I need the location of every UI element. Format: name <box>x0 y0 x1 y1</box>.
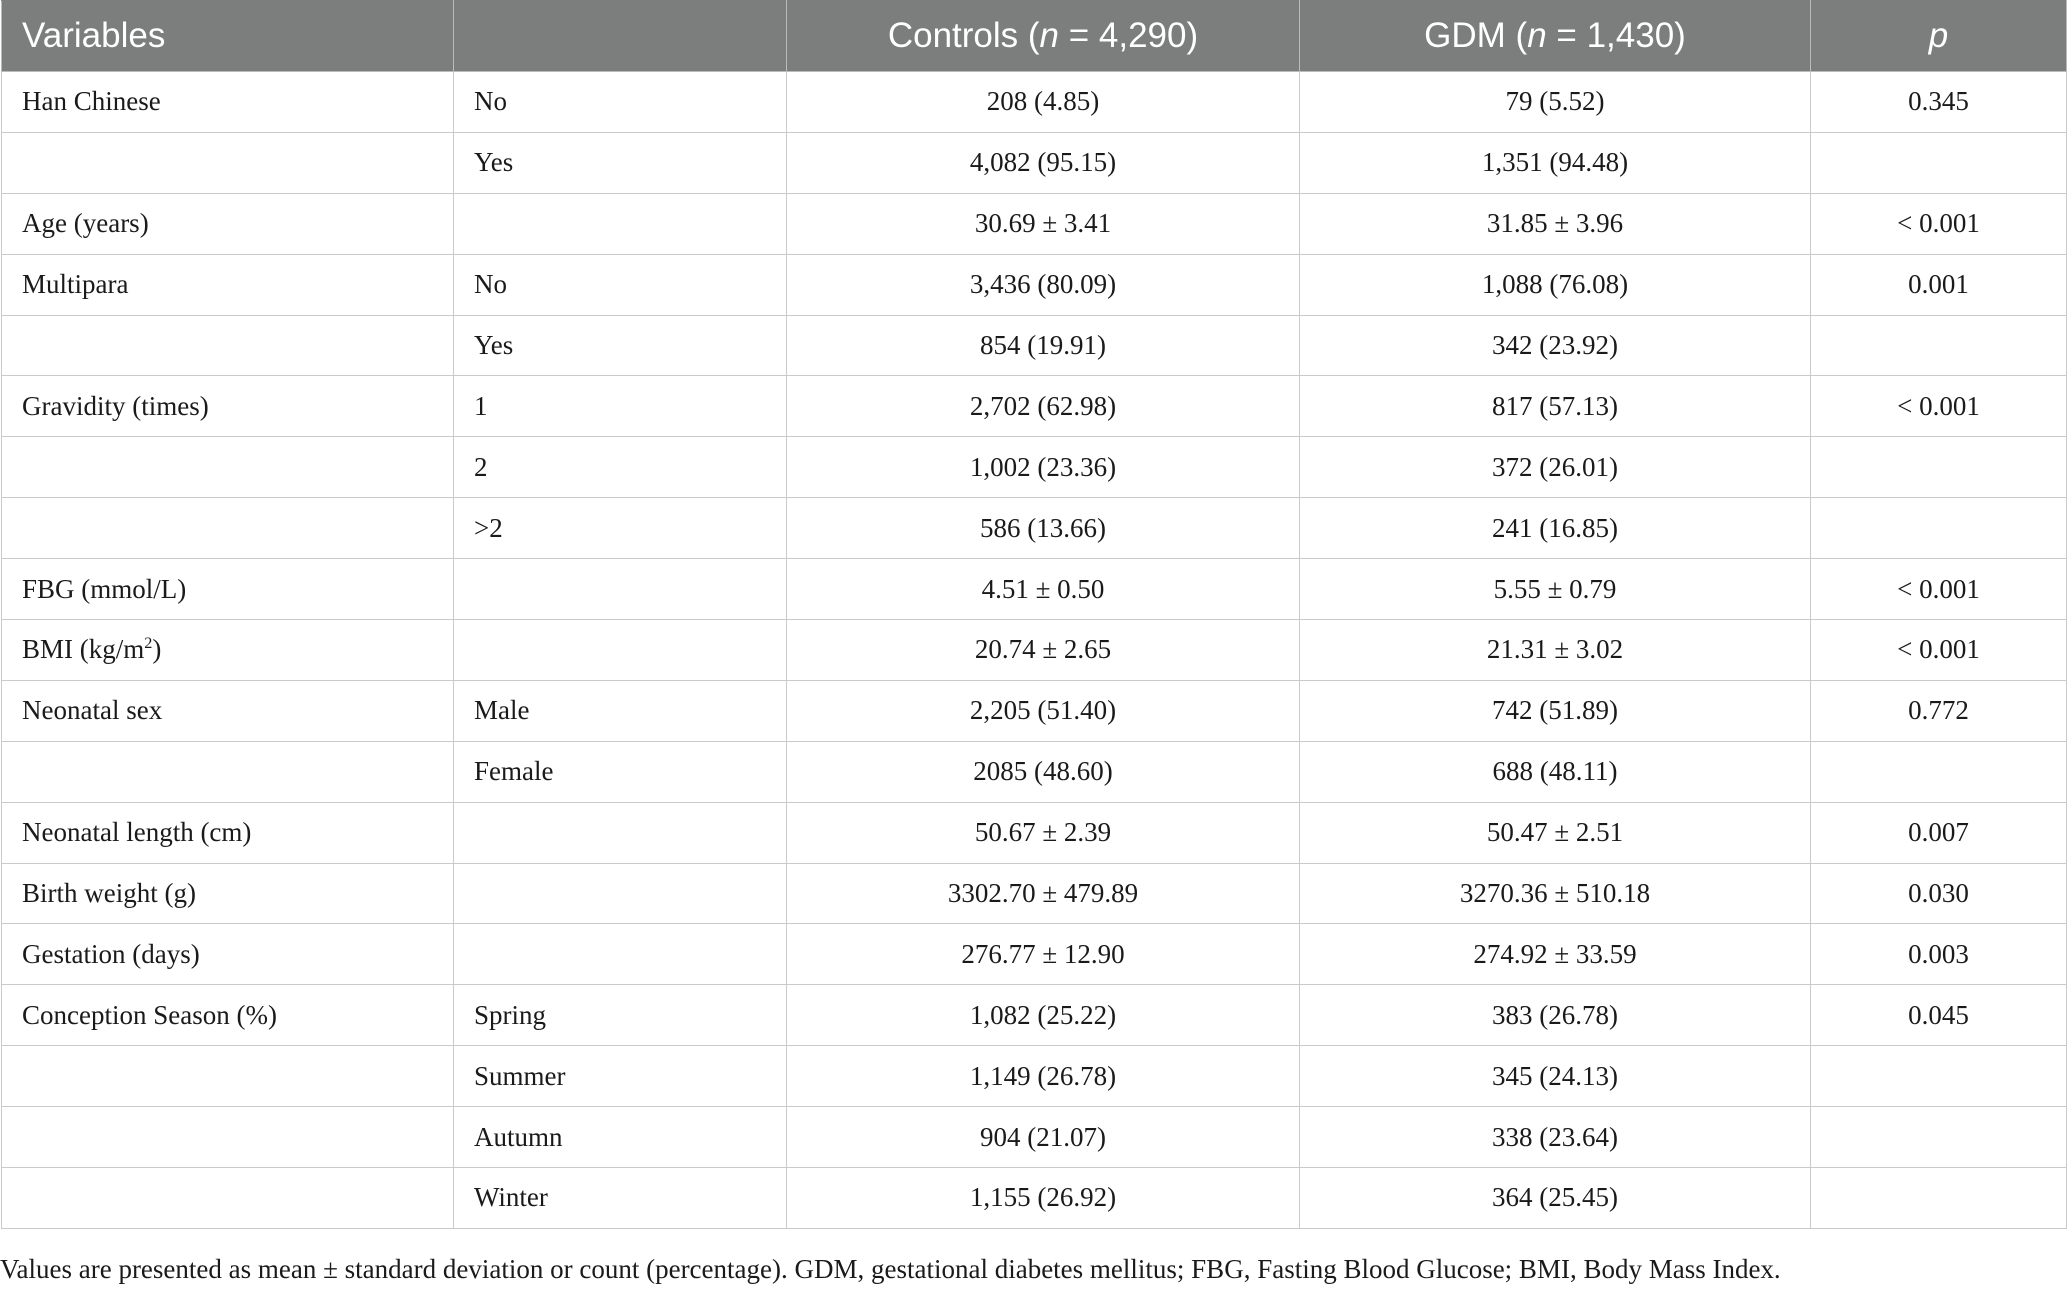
cell-p-value: 0.345 <box>1811 72 2067 133</box>
cell-variable: Gravidity (times) <box>2 376 454 437</box>
cell-variable <box>2 498 454 559</box>
header-subgroup <box>454 1 787 72</box>
table-row <box>2 132 2067 193</box>
cell-gdm: 5.55 ± 0.79 <box>1300 559 1811 620</box>
table-row <box>2 559 2067 620</box>
cell-gdm: 742 (51.89) <box>1300 680 1811 741</box>
cell-p-value <box>1811 132 2067 193</box>
header-row <box>2 1 2067 72</box>
cell-subgroup: Yes <box>454 132 787 193</box>
table-row <box>2 620 2067 681</box>
cell-controls: 20.74 ± 2.65 <box>787 620 1300 681</box>
cell-gdm: 241 (16.85) <box>1300 498 1811 559</box>
cell-subgroup <box>454 863 787 924</box>
cell-controls: 3,436 (80.09) <box>787 254 1300 315</box>
cell-controls: 1,149 (26.78) <box>787 1046 1300 1107</box>
cell-controls: 1,002 (23.36) <box>787 437 1300 498</box>
table-row <box>2 1168 2067 1229</box>
cell-variable <box>2 437 454 498</box>
cell-gdm: 31.85 ± 3.96 <box>1300 193 1811 254</box>
header-controls <box>787 1 1300 72</box>
cell-variable <box>2 620 454 681</box>
cell-p-value <box>1811 315 2067 376</box>
cell-controls: 1,082 (25.22) <box>787 985 1300 1046</box>
cell-variable <box>2 1046 454 1107</box>
cell-gdm: 342 (23.92) <box>1300 315 1811 376</box>
bmi-superscript: 2 <box>144 634 153 653</box>
cell-controls: 208 (4.85) <box>787 72 1300 133</box>
cell-p-value <box>1811 1168 2067 1229</box>
cell-variable <box>2 315 454 376</box>
cell-variable: Conception Season (%) <box>2 985 454 1046</box>
cell-subgroup <box>454 620 787 681</box>
cell-subgroup: No <box>454 72 787 133</box>
cell-subgroup <box>454 802 787 863</box>
cell-p-value <box>1811 1107 2067 1168</box>
header-gdm-prefix: GDM ( <box>1424 16 1528 55</box>
table-row <box>2 1046 2067 1107</box>
header-controls-n: n <box>1039 16 1060 55</box>
cell-subgroup: Winter <box>454 1168 787 1229</box>
cell-variable <box>2 1168 454 1229</box>
cell-subgroup: Female <box>454 741 787 802</box>
cell-gdm: 345 (24.13) <box>1300 1046 1811 1107</box>
cell-controls: 904 (21.07) <box>787 1107 1300 1168</box>
table-row <box>2 193 2067 254</box>
header-variables: Variables <box>2 1 454 72</box>
cell-subgroup <box>454 559 787 620</box>
baseline-characteristics-table <box>1 0 2067 1229</box>
cell-controls: 586 (13.66) <box>787 498 1300 559</box>
table-row <box>2 437 2067 498</box>
cell-p-value: 0.772 <box>1811 680 2067 741</box>
table-row <box>2 376 2067 437</box>
cell-gdm: 338 (23.64) <box>1300 1107 1811 1168</box>
cell-controls: 30.69 ± 3.41 <box>787 193 1300 254</box>
cell-gdm: 1,351 (94.48) <box>1300 132 1811 193</box>
table-body <box>2 72 2067 1229</box>
cell-subgroup: Yes <box>454 315 787 376</box>
cell-controls: 2,702 (62.98) <box>787 376 1300 437</box>
cell-variable: Multipara <box>2 254 454 315</box>
table-row <box>2 1107 2067 1168</box>
cell-p-value: 0.003 <box>1811 924 2067 985</box>
cell-gdm: 688 (48.11) <box>1300 741 1811 802</box>
cell-gdm: 3270.36 ± 510.18 <box>1300 863 1811 924</box>
cell-p-value: < 0.001 <box>1811 376 2067 437</box>
cell-variable: Age (years) <box>2 193 454 254</box>
cell-subgroup <box>454 924 787 985</box>
cell-gdm: 372 (26.01) <box>1300 437 1811 498</box>
header-controls-prefix: Controls ( <box>887 16 1040 55</box>
table-row <box>2 863 2067 924</box>
cell-subgroup: 2 <box>454 437 787 498</box>
header-controls-suffix: = 4,290) <box>1059 16 1199 55</box>
cell-variable <box>2 132 454 193</box>
header-p-label: p <box>1928 16 1949 55</box>
cell-controls: 854 (19.91) <box>787 315 1300 376</box>
cell-gdm: 817 (57.13) <box>1300 376 1811 437</box>
header-p-value <box>1811 1 2067 72</box>
table-row <box>2 315 2067 376</box>
cell-subgroup: Spring <box>454 985 787 1046</box>
cell-gdm: 79 (5.52) <box>1300 72 1811 133</box>
cell-variable: Gestation (days) <box>2 924 454 985</box>
header-gdm <box>1300 1 1811 72</box>
bmi-label: BMI (kg/m <box>22 634 145 665</box>
cell-subgroup: >2 <box>454 498 787 559</box>
table-row <box>2 498 2067 559</box>
cell-variable: Han Chinese <box>2 72 454 133</box>
table-row <box>2 985 2067 1046</box>
cell-controls: 1,155 (26.92) <box>787 1168 1300 1229</box>
cell-p-value: 0.001 <box>1811 254 2067 315</box>
cell-gdm: 21.31 ± 3.02 <box>1300 620 1811 681</box>
cell-controls: 2085 (48.60) <box>787 741 1300 802</box>
cell-p-value: 0.007 <box>1811 802 2067 863</box>
cell-subgroup <box>454 193 787 254</box>
cell-p-value: < 0.001 <box>1811 620 2067 681</box>
cell-p-value: < 0.001 <box>1811 193 2067 254</box>
table-row <box>2 254 2067 315</box>
table-header <box>2 1 2067 72</box>
cell-p-value <box>1811 741 2067 802</box>
cell-p-value <box>1811 1046 2067 1107</box>
cell-p-value: 0.045 <box>1811 985 2067 1046</box>
cell-subgroup: Autumn <box>454 1107 787 1168</box>
bmi-label-end: ) <box>152 634 162 665</box>
cell-p-value <box>1811 498 2067 559</box>
cell-p-value <box>1811 437 2067 498</box>
cell-subgroup: No <box>454 254 787 315</box>
cell-variable: FBG (mmol/L) <box>2 559 454 620</box>
cell-variable <box>2 741 454 802</box>
table-row <box>2 72 2067 133</box>
header-gdm-n: n <box>1527 16 1547 55</box>
cell-variable: Neonatal length (cm) <box>2 802 454 863</box>
cell-variable <box>2 1107 454 1168</box>
cell-controls: 3302.70 ± 479.89 <box>787 863 1300 924</box>
cell-gdm: 274.92 ± 33.59 <box>1300 924 1811 985</box>
table-row <box>2 680 2067 741</box>
cell-p-value: 0.030 <box>1811 863 2067 924</box>
cell-controls: 2,205 (51.40) <box>787 680 1300 741</box>
cell-p-value: < 0.001 <box>1811 559 2067 620</box>
cell-subgroup: Summer <box>454 1046 787 1107</box>
cell-controls: 4,082 (95.15) <box>787 132 1300 193</box>
table-row <box>2 802 2067 863</box>
cell-controls: 4.51 ± 0.50 <box>787 559 1300 620</box>
table-row <box>2 924 2067 985</box>
cell-subgroup: 1 <box>454 376 787 437</box>
cell-variable: Birth weight (g) <box>2 863 454 924</box>
cell-variable: Neonatal sex <box>2 680 454 741</box>
table-footnote: Values are presented as mean ± standard deviation or count (percentage). GDM, gestational diabetes mellitus; FBG, Fasting Blood Glucose; BMI, Body Mass Index. <box>0 1254 1781 1284</box>
table-row <box>2 741 2067 802</box>
cell-gdm: 383 (26.78) <box>1300 985 1811 1046</box>
cell-gdm: 364 (25.45) <box>1300 1168 1811 1229</box>
cell-gdm: 50.47 ± 2.51 <box>1300 802 1811 863</box>
cell-controls: 50.67 ± 2.39 <box>787 802 1300 863</box>
cell-gdm: 1,088 (76.08) <box>1300 254 1811 315</box>
cell-subgroup: Male <box>454 680 787 741</box>
cell-controls: 276.77 ± 12.90 <box>787 924 1300 985</box>
header-gdm-suffix: = 1,430) <box>1546 16 1686 55</box>
